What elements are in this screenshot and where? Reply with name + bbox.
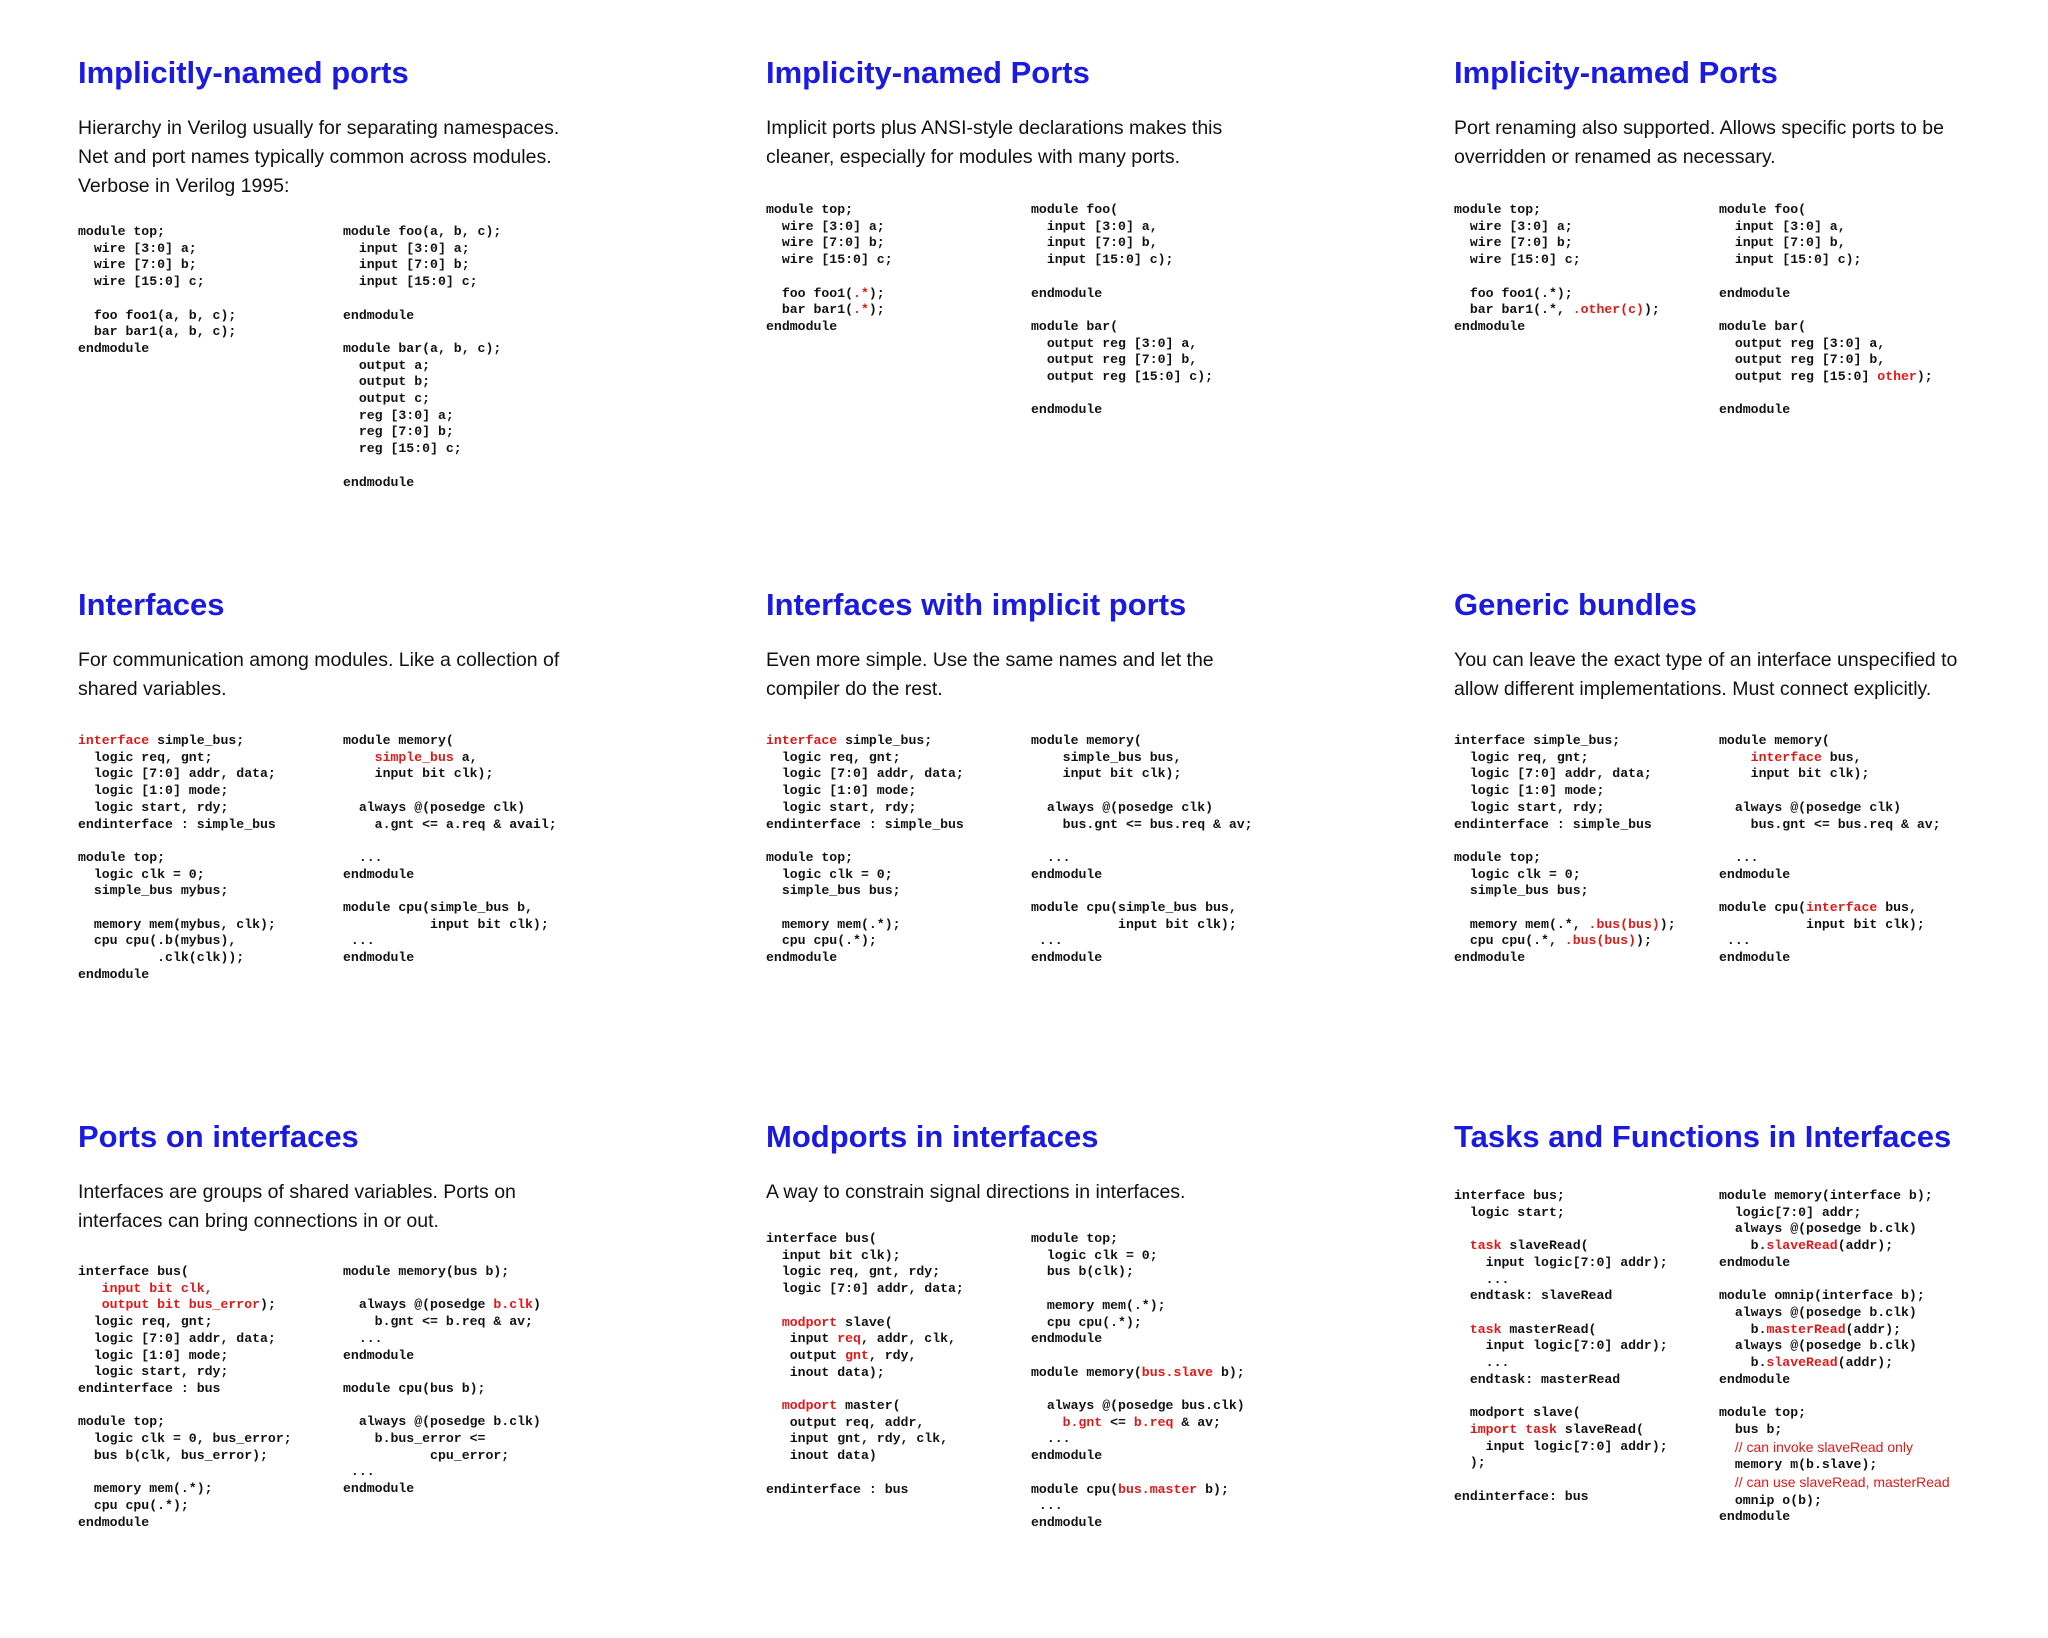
code-line: endmodule xyxy=(1031,285,1103,301)
code-block-left xyxy=(1454,202,1660,336)
code-line: endmodule xyxy=(343,474,415,490)
code-line: wire [7:0] b; xyxy=(766,235,885,251)
code-line: input [7:0] b, xyxy=(1719,235,1846,251)
code-line: endmodule xyxy=(1719,285,1791,301)
slide-title: Interfaces with implicit ports xyxy=(766,587,1187,622)
code-line: logic [7:0] addr, data; xyxy=(1454,766,1652,782)
code-line: cpu cpu(.*); xyxy=(78,1497,189,1513)
code-line: endmodule xyxy=(343,307,415,323)
code-line xyxy=(1719,1438,1914,1456)
code-line: reg [7:0] b; xyxy=(343,424,454,440)
code-line: wire [15:0] c; xyxy=(766,252,893,268)
code-block-right xyxy=(1719,202,1933,419)
code-line: memory mem(.*); xyxy=(766,916,901,932)
code-line: cpu cpu(.b(mybus), xyxy=(78,933,237,949)
code-line: .clk(clk)); xyxy=(78,950,245,966)
code-line: endmodule xyxy=(343,866,415,882)
code-line: logic clk = 0; xyxy=(78,866,205,882)
code-line: wire [7:0] b; xyxy=(78,257,197,273)
slide-description: Even more simple. Use the same names and let the compiler do the rest. xyxy=(766,649,1214,700)
code-line: bar bar1(.*); xyxy=(766,302,885,318)
code-line: output reg [15:0] other); xyxy=(1719,369,1933,385)
code-line: bus.gnt <= bus.req & av; xyxy=(1719,816,1941,832)
code-line: inout data); xyxy=(766,1364,885,1380)
code-line: a.gnt <= a.req & avail; xyxy=(343,816,557,832)
code-line: ... xyxy=(1719,933,1751,949)
code-line: always @(posedge clk) xyxy=(343,799,526,815)
code-line: always @(posedge clk) xyxy=(1031,799,1214,815)
code-line: endmodule xyxy=(1719,1371,1791,1387)
code-line: module top; xyxy=(78,224,166,239)
code-line: simple_bus mybus; xyxy=(78,883,229,899)
code-line: input logic[7:0] addr); xyxy=(1454,1438,1668,1454)
code-line: interface bus; xyxy=(1454,1188,1565,1203)
code-line: ... xyxy=(1454,1355,1510,1371)
slide-generic-bundles xyxy=(1454,586,2048,1106)
slide-implicity-named-ports-renaming xyxy=(1454,54,2048,574)
code-highlight: .* xyxy=(853,302,869,318)
code-line: module top; xyxy=(1454,849,1542,865)
code-highlight: task xyxy=(1469,1321,1502,1337)
code-block-right xyxy=(1031,202,1213,419)
code-line: b.masterRead(addr); xyxy=(1719,1321,1902,1337)
code-line: bus b(clk); xyxy=(1031,1264,1134,1280)
code-line: logic [1:0] mode; xyxy=(78,783,229,799)
code-block-left xyxy=(1454,1188,1668,1505)
code-line: module top; xyxy=(78,849,166,865)
code-line: interface bus( xyxy=(78,1264,189,1279)
code-line: ... xyxy=(343,1330,383,1346)
code-line: ... xyxy=(1031,1498,1063,1514)
code-line: simple_bus bus; xyxy=(1454,883,1589,899)
code-line: cpu_error; xyxy=(343,1447,510,1463)
code-line: wire [3:0] a; xyxy=(766,218,885,234)
code-line: always @(posedge bus.clk) xyxy=(1031,1398,1245,1414)
code-line: b.gnt <= b.req & av; xyxy=(343,1314,533,1330)
code-line: module foo( xyxy=(1031,202,1119,217)
code-line: input gnt, rdy, clk, xyxy=(766,1431,949,1447)
code-highlight: modport xyxy=(781,1314,838,1330)
code-line: logic start; xyxy=(1454,1204,1565,1220)
code-line: module foo( xyxy=(1719,202,1807,217)
slide-description: Implicit ports plus ANSI-style declarations makes this cleaner, especially for modules with many ports. xyxy=(766,117,1223,168)
slide-implicitly-named-ports xyxy=(78,54,678,574)
code-line: logic start, rdy; xyxy=(78,799,229,815)
code-block-right xyxy=(343,733,557,967)
code-line: ... xyxy=(343,849,383,865)
code-line: output b; xyxy=(343,374,431,390)
code-line: ... xyxy=(1719,849,1759,865)
code-line: endmodule xyxy=(343,1347,415,1363)
code-line: module memory(bus.slave b); xyxy=(1031,1364,1245,1380)
code-line: logic[7:0] addr; xyxy=(1719,1204,1862,1220)
code-highlight: task xyxy=(1469,1238,1502,1254)
code-line: logic req, gnt; xyxy=(1454,749,1589,765)
code-line: ... xyxy=(343,933,375,949)
code-highlight: gnt xyxy=(845,1347,869,1363)
code-line: endmodule xyxy=(1719,950,1791,966)
code-highlight: req xyxy=(837,1331,861,1347)
code-line: inout data) xyxy=(766,1448,877,1464)
code-highlight: masterRead xyxy=(1766,1321,1846,1337)
code-line: endtask: masterRead xyxy=(1454,1371,1621,1387)
slide-title: Modports in interfaces xyxy=(766,1119,1099,1154)
code-comment: // can use slaveRead, masterRead xyxy=(1734,1473,1950,1490)
code-line: logic req, gnt; xyxy=(78,749,213,765)
code-line: bar bar1(.*, .other(c)); xyxy=(1454,302,1660,318)
code-line: logic [1:0] mode; xyxy=(1454,783,1605,799)
slide-title: Tasks and Functions in Interfaces xyxy=(1454,1119,1952,1154)
slide-title: Ports on interfaces xyxy=(78,1119,359,1154)
code-line: module bar(a, b, c); xyxy=(343,340,502,356)
slide-tasks-and-functions-in-interfaces xyxy=(1454,1118,2048,1638)
code-line: memory mem(.*); xyxy=(78,1481,213,1497)
code-line: output gnt, rdy, xyxy=(766,1347,917,1363)
code-line: input [15:0] c); xyxy=(1719,252,1862,268)
code-line: bus.gnt <= bus.req & av; xyxy=(1031,816,1253,832)
code-line: input [3:0] a, xyxy=(1031,218,1158,234)
code-line: endmodule xyxy=(1719,1254,1791,1270)
slide-description: You can leave the exact type of an interface unspecified to allow different implementations. Must connect explicitly. xyxy=(1454,649,1958,700)
code-line: always @(posedge b.clk) xyxy=(343,1414,541,1430)
code-line: logic clk = 0; xyxy=(766,866,893,882)
code-line: module bar( xyxy=(1031,318,1119,334)
code-line: endinterface: bus xyxy=(1454,1488,1589,1504)
code-line: endinterface : bus xyxy=(78,1380,221,1396)
slide-title: Interfaces xyxy=(78,587,225,622)
code-block-right xyxy=(343,1264,541,1498)
slide-ports-on-interfaces xyxy=(78,1118,678,1638)
code-comment: // can invoke slaveRead only xyxy=(1734,1438,1914,1455)
code-line: module top; xyxy=(1454,202,1542,217)
slide-interfaces-with-implicit-ports xyxy=(766,586,1366,1106)
code-block-left xyxy=(78,733,276,984)
code-block-right xyxy=(1719,733,1941,967)
code-line: interface bus( xyxy=(766,1231,877,1246)
code-line: interface simple_bus; xyxy=(1454,733,1621,748)
code-line: input bit clk); xyxy=(1719,916,1925,932)
code-line: module foo(a, b, c); xyxy=(343,224,502,239)
slide-title: Generic bundles xyxy=(1454,587,1697,622)
slide-title: Implicitly-named ports xyxy=(78,55,409,90)
code-line: input [3:0] a; xyxy=(343,240,470,256)
code-line: foo foo1(.*); xyxy=(1454,285,1573,301)
code-line: ... xyxy=(1031,933,1063,949)
code-line: module cpu(bus b); xyxy=(343,1380,486,1396)
code-line: ... xyxy=(1031,849,1071,865)
slide-title: Implicity-named Ports xyxy=(766,55,1090,90)
code-line: b.slaveRead(addr); xyxy=(1719,1238,1894,1254)
code-line: endmodule xyxy=(343,950,415,966)
code-line: module top; xyxy=(78,1414,166,1430)
code-line xyxy=(78,1281,213,1296)
code-highlight: .* xyxy=(853,285,869,301)
code-block-right xyxy=(1719,1188,1950,1526)
code-line: endinterface : simple_bus xyxy=(1454,816,1652,832)
code-line: task slaveRead( xyxy=(1469,1238,1589,1254)
code-highlight: .other(c) xyxy=(1572,302,1644,318)
code-highlight: modport xyxy=(781,1398,838,1414)
code-line: endmodule xyxy=(1031,1514,1103,1530)
code-line: logic [1:0] mode; xyxy=(766,783,917,799)
code-line: logic [7:0] addr, data; xyxy=(78,1330,276,1346)
code-line: foo foo1(a, b, c); xyxy=(78,307,237,323)
code-line: input logic[7:0] addr); xyxy=(1454,1338,1668,1354)
code-line: interface simple_bus; xyxy=(766,733,933,748)
code-line: wire [3:0] a; xyxy=(78,240,197,256)
code-line: module top; xyxy=(766,202,854,217)
code-block-left xyxy=(78,1264,292,1531)
code-line: logic req, gnt; xyxy=(766,749,901,765)
code-line: endtask: slaveRead xyxy=(1454,1288,1613,1304)
code-line: interface bus, xyxy=(1750,749,1862,765)
code-line: endmodule xyxy=(766,950,838,966)
slide-title: Implicity-named Ports xyxy=(1454,55,1778,90)
code-line: module cpu(bus.master b); xyxy=(1031,1481,1229,1497)
code-line: input bit clk); xyxy=(343,766,494,782)
slide-description: A way to constrain signal directions in interfaces. xyxy=(766,1181,1186,1203)
code-line: always @(posedge b.clk) xyxy=(1719,1221,1917,1237)
code-highlight: bus.slave xyxy=(1141,1364,1214,1380)
code-line: always @(posedge b.clk) xyxy=(1719,1304,1917,1320)
code-line: modport master( xyxy=(781,1398,901,1414)
code-line: output reg [7:0] b, xyxy=(1031,352,1198,368)
slide-description: Port renaming also supported. Allows specific ports to be overridden or renamed as necessary. xyxy=(1454,117,1944,168)
code-highlight: other xyxy=(1877,369,1917,385)
code-line: simple_bus a, xyxy=(374,749,478,765)
code-block-left xyxy=(766,733,964,967)
code-line: endmodule xyxy=(1454,950,1526,966)
code-line: endmodule xyxy=(1031,950,1103,966)
slide-description: Hierarchy in Verilog usually for separating namespaces. Net and port names typically common across modules. Verbose in Verilog 1995: xyxy=(78,117,560,197)
code-highlight: simple_bus xyxy=(374,749,454,765)
code-line: interface simple_bus; xyxy=(78,733,245,748)
code-highlight: interface xyxy=(1806,900,1878,916)
code-line: input [3:0] a, xyxy=(1719,218,1846,234)
code-line: input req, addr, clk, xyxy=(766,1331,956,1347)
code-line: always @(posedge clk) xyxy=(1719,799,1902,815)
code-line: module top; xyxy=(766,849,854,865)
code-line: module cpu(simple_bus bus, xyxy=(1031,900,1237,916)
code-line: logic clk = 0; xyxy=(1454,866,1581,882)
code-line: reg [15:0] c; xyxy=(343,441,462,457)
code-line: input [7:0] b; xyxy=(343,257,470,273)
code-highlight: b.gnt xyxy=(1062,1414,1103,1430)
code-line: endmodule xyxy=(1031,1331,1103,1347)
code-highlight: .bus(bus) xyxy=(1564,933,1637,949)
code-line: module memory(bus b); xyxy=(343,1264,510,1279)
code-block-left xyxy=(1454,733,1676,967)
code-highlight: output bit bus_error xyxy=(101,1297,261,1313)
code-line: module bar( xyxy=(1719,318,1807,334)
code-line: modport slave( xyxy=(1454,1405,1581,1421)
code-line: module memory( xyxy=(1031,733,1142,748)
code-line: simple_bus bus, xyxy=(1031,749,1182,765)
code-line: bus b(clk, bus_error); xyxy=(78,1447,268,1463)
code-line: memory mem(.*, .bus(bus)); xyxy=(1454,916,1676,932)
code-line: bar bar1(a, b, c); xyxy=(78,324,237,340)
code-line: logic [7:0] addr, data; xyxy=(766,766,964,782)
code-block-right xyxy=(1031,733,1253,967)
code-highlight: slaveRead xyxy=(1766,1355,1838,1371)
code-line: cpu cpu(.*); xyxy=(766,933,877,949)
code-line: always @(posedge b.clk) xyxy=(1719,1338,1917,1354)
code-line: module cpu(interface bus, xyxy=(1719,900,1917,916)
code-line: memory m(b.slave); xyxy=(1719,1457,1878,1473)
code-line: module memory( xyxy=(343,733,454,748)
code-line: b.bus_error <= xyxy=(343,1431,486,1447)
code-line: logic start, rdy; xyxy=(766,799,917,815)
slide-modports-in-interfaces xyxy=(766,1118,1366,1638)
code-line: b.gnt <= b.req & av; xyxy=(1062,1414,1221,1430)
code-line: foo foo1(.*); xyxy=(766,285,885,301)
code-line: output reg [3:0] a, xyxy=(1031,335,1198,351)
code-highlight: interface xyxy=(78,733,150,748)
code-line: ); xyxy=(1454,1455,1486,1471)
code-highlight: b.clk xyxy=(493,1297,533,1313)
code-line: module top; xyxy=(1719,1405,1807,1421)
code-line: import task slaveRead( xyxy=(1469,1421,1644,1437)
code-line: memory mem(.*); xyxy=(1031,1297,1166,1313)
code-line: ... xyxy=(343,1464,375,1480)
code-line: logic [7:0] addr, data; xyxy=(766,1281,964,1297)
code-line: task masterRead( xyxy=(1469,1321,1597,1337)
code-line: input bit clk); xyxy=(1031,766,1182,782)
code-line xyxy=(1719,1473,1950,1491)
code-line: logic clk = 0, bus_error; xyxy=(78,1431,292,1447)
code-line: endinterface : simple_bus xyxy=(766,816,964,832)
code-line: module cpu(simple_bus b, xyxy=(343,900,533,916)
code-line: endmodule xyxy=(78,966,150,982)
slide-description: For communication among modules. Like a collection of shared variables. xyxy=(78,649,560,700)
code-line: logic [1:0] mode; xyxy=(78,1347,229,1363)
code-line: logic req, gnt, rdy; xyxy=(766,1264,941,1280)
code-line: bus b; xyxy=(1719,1421,1783,1437)
code-line: output reg [7:0] b, xyxy=(1719,352,1886,368)
code-block-right xyxy=(1031,1231,1245,1532)
code-line: cpu cpu(.*); xyxy=(1031,1314,1142,1330)
code-line: logic clk = 0; xyxy=(1031,1247,1158,1263)
code-line: input bit clk); xyxy=(766,1247,901,1263)
code-block-left xyxy=(78,224,236,358)
code-line: ... xyxy=(1031,1431,1071,1447)
code-line: wire [15:0] c; xyxy=(1454,252,1581,268)
code-line: output bit bus_error); xyxy=(101,1297,276,1313)
code-highlight: interface xyxy=(766,733,838,748)
code-line: simple_bus bus; xyxy=(766,883,901,899)
code-highlight: b.req xyxy=(1133,1414,1174,1430)
code-line: cpu cpu(.*, .bus(bus)); xyxy=(1454,933,1652,949)
code-line: endinterface : bus xyxy=(766,1481,909,1497)
code-line: logic [7:0] addr, data; xyxy=(78,766,276,782)
code-highlight: slaveRead xyxy=(1766,1238,1838,1254)
slide-interfaces xyxy=(78,586,678,1106)
code-line: output c; xyxy=(343,391,431,407)
code-line: endmodule xyxy=(343,1481,415,1497)
code-line: module memory(interface b); xyxy=(1719,1188,1933,1203)
code-line: module omnip(interface b); xyxy=(1719,1288,1925,1304)
code-line: memory mem(mybus, clk); xyxy=(78,916,276,932)
code-block-right xyxy=(343,224,501,491)
code-line: wire [3:0] a; xyxy=(1454,218,1573,234)
code-line: output req, addr, xyxy=(766,1414,925,1430)
code-line: input bit clk); xyxy=(1719,766,1870,782)
code-block-left xyxy=(766,1231,964,1498)
code-line: output reg [3:0] a, xyxy=(1719,335,1886,351)
code-line: logic start, rdy; xyxy=(1454,799,1605,815)
code-line: modport slave( xyxy=(781,1314,893,1330)
code-line: endinterface : simple_bus xyxy=(78,816,276,832)
code-line: module memory( xyxy=(1719,733,1830,748)
code-line: logic req, gnt; xyxy=(78,1314,213,1330)
code-line: endmodule xyxy=(78,340,150,356)
code-line: module top; xyxy=(1031,1231,1119,1246)
code-line: wire [15:0] c; xyxy=(78,274,205,290)
code-line: wire [7:0] b; xyxy=(1454,235,1573,251)
code-line: endmodule xyxy=(78,1514,150,1530)
code-line: endmodule xyxy=(1719,866,1791,882)
code-line: input [15:0] c); xyxy=(1031,252,1174,268)
code-highlight: .bus(bus) xyxy=(1588,916,1660,932)
code-line: endmodule xyxy=(766,318,838,334)
code-line: output reg [15:0] c); xyxy=(1031,369,1214,385)
code-line: omnip o(b); xyxy=(1719,1492,1822,1508)
code-line: endmodule xyxy=(1454,318,1526,334)
code-line: input logic[7:0] addr); xyxy=(1454,1254,1668,1270)
code-highlight: bus.master xyxy=(1118,1481,1198,1497)
code-highlight: input bit clk, xyxy=(101,1280,213,1296)
code-line: always @(posedge b.clk) xyxy=(343,1297,541,1313)
code-line: endmodule xyxy=(1719,402,1791,418)
slide-implicity-named-ports-ansi xyxy=(766,54,1366,574)
code-line: b.slaveRead(addr); xyxy=(1719,1355,1894,1371)
code-line: endmodule xyxy=(1031,866,1103,882)
code-line: endmodule xyxy=(1031,1448,1103,1464)
code-highlight: interface xyxy=(1750,749,1822,765)
code-line: endmodule xyxy=(1719,1509,1791,1525)
slide-description: Interfaces are groups of shared variables. Ports on interfaces can bring connections in or out. xyxy=(78,1181,516,1232)
code-line: input bit clk); xyxy=(343,916,549,932)
code-line: logic start, rdy; xyxy=(78,1364,229,1380)
code-block-left xyxy=(766,202,893,336)
code-line: reg [3:0] a; xyxy=(343,407,454,423)
code-line: input [15:0] c; xyxy=(343,274,478,290)
code-line: input [7:0] b, xyxy=(1031,235,1158,251)
code-line: endmodule xyxy=(1031,402,1103,418)
code-line: ... xyxy=(1454,1271,1510,1287)
code-highlight: import task xyxy=(1469,1421,1557,1437)
code-line: output a; xyxy=(343,357,431,373)
code-line: input bit clk); xyxy=(1031,916,1237,932)
